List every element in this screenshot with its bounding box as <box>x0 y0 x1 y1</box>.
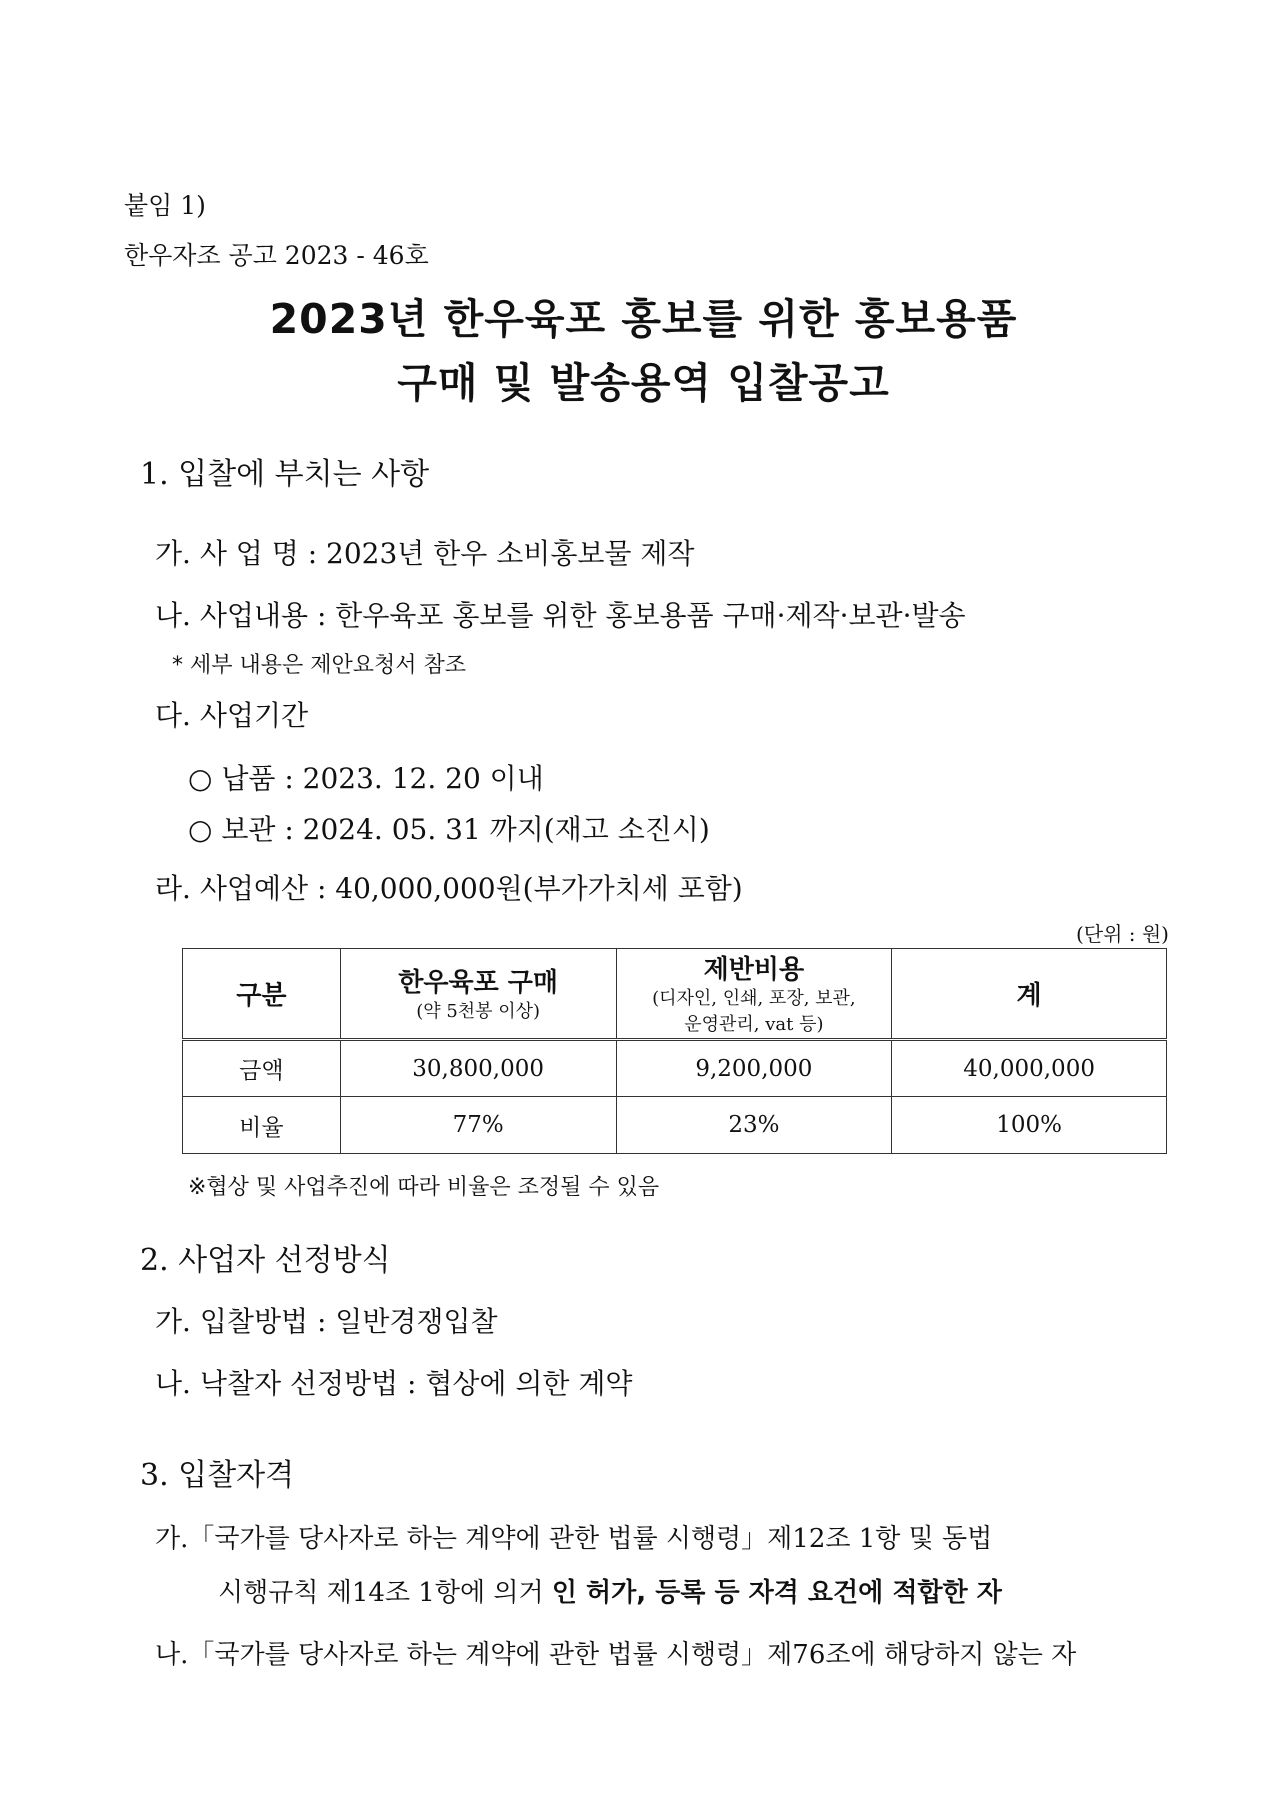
item-selection-method: 나. 낙찰자 선정방법 : 협상에 의한 계약 <box>155 1367 633 1400</box>
table-row <box>183 1040 1167 1097</box>
header-expense: 제반비용 (디자인, 인쇄, 포장, 보관, 운영관리, vat 등) <box>616 949 892 1040</box>
item-project-budget: 라. 사업예산 : 40,000,000원(부가가치세 포함) <box>155 872 743 905</box>
section-heading-3: 3. 입찰자격 <box>140 1458 295 1493</box>
row-label: 비율 <box>183 1097 341 1154</box>
detail-note: * 세부 내용은 제안요청서 참조 <box>172 653 466 678</box>
qualification-b: 나.「국가를 당사자로 하는 계약에 관한 법률 시행령」제76조에 해당하지 않는 자 <box>155 1640 1077 1670</box>
item-project-content: 나. 사업내용 : 한우육포 홍보를 위한 홍보용품 구매·제작·보관·발송 <box>155 599 966 632</box>
header-total: 계 <box>892 949 1167 1040</box>
table-row <box>183 1097 1167 1154</box>
header-purchase: 한우육포 구매 (약 5천봉 이상) <box>340 949 616 1040</box>
budget-table <box>182 948 1167 1154</box>
row-label: 금액 <box>183 1040 341 1097</box>
cell-total: 100% <box>892 1097 1167 1154</box>
period-storage: ○ 보관 : 2024. 05. 31 까지(재고 소진시) <box>188 813 710 846</box>
cell-total: 40,000,000 <box>892 1040 1167 1097</box>
table-header-row <box>183 949 1167 1040</box>
unit-label: (단위 : 원) <box>1075 922 1169 946</box>
qualification-a-line2-text: 시행규칙 제14조 1항에 의거 <box>218 1578 552 1608</box>
section-heading-2: 2. 사업자 선정방식 <box>140 1243 391 1278</box>
section-heading-1: 1. 입찰에 부치는 사항 <box>140 457 430 492</box>
qualification-a-emphasis: 인 허가, 등록 등 자격 요건에 적합한 자 <box>551 1578 1002 1608</box>
cell-expense: 23% <box>616 1097 892 1154</box>
cell-purchase: 30,800,000 <box>340 1040 616 1097</box>
page-title-line2: 구매 및 발송용역 입찰공고 <box>397 359 890 407</box>
attachment-label: 붙임 1) <box>124 191 206 220</box>
cell-expense: 9,200,000 <box>616 1040 892 1097</box>
header-category: 구분 <box>183 949 341 1040</box>
qualification-a-line1: 가.「국가를 당사자로 하는 계약에 관한 법률 시행령」제12조 1항 및 동법 <box>155 1524 993 1554</box>
notice-number: 한우자조 공고 2023 - 46호 <box>124 241 429 270</box>
item-bid-method: 가. 입찰방법 : 일반경쟁입찰 <box>155 1305 498 1338</box>
item-project-name: 가. 사 업 명 : 2023년 한우 소비홍보물 제작 <box>155 537 695 570</box>
cell-purchase: 77% <box>340 1097 616 1154</box>
table-note: ※협상 및 사업추진에 따라 비율은 조정될 수 있음 <box>188 1175 660 1200</box>
item-project-period: 다. 사업기간 <box>155 699 309 732</box>
period-delivery: ○ 납품 : 2023. 12. 20 이내 <box>188 762 544 795</box>
qualification-a-line2 <box>218 1572 1002 1609</box>
page-title-line1: 2023년 한우육포 홍보를 위한 홍보용품 <box>269 295 1018 343</box>
